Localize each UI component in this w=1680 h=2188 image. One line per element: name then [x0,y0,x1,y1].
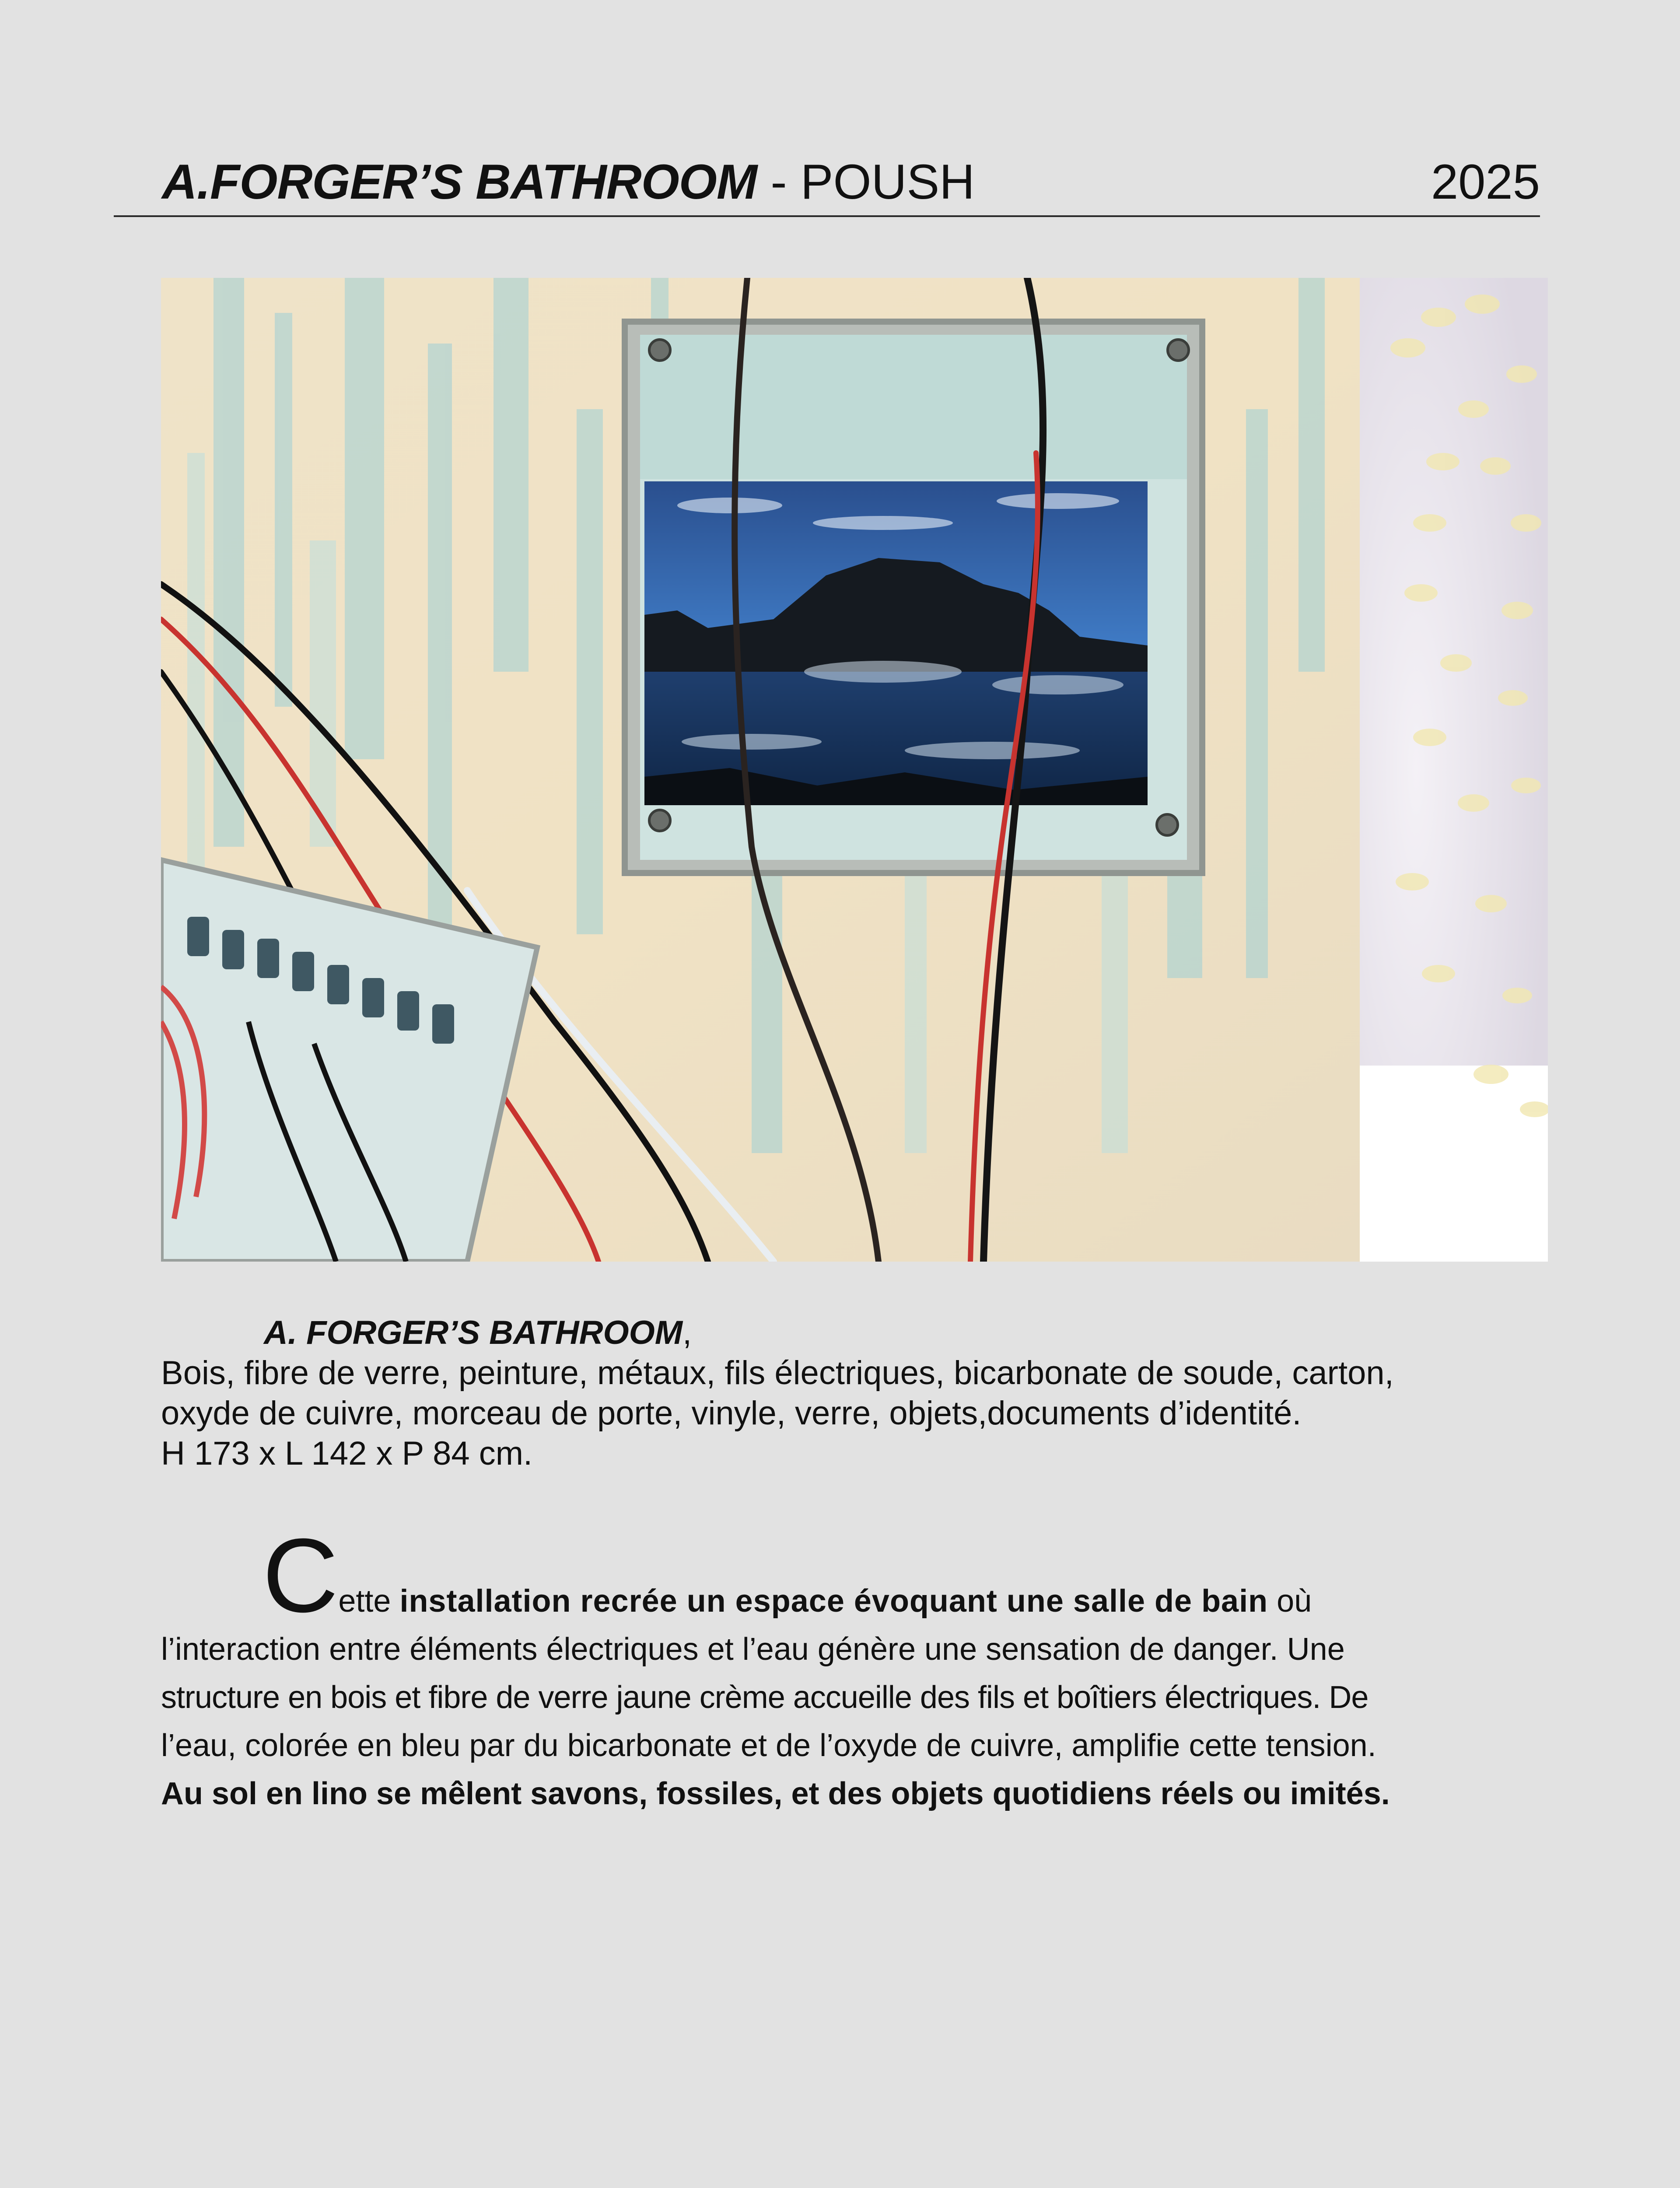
description-line-3: structure en bois et fibre de verre jaune crème accueille des fils et boîtiers électriques. De [161,1680,1368,1715]
page-title [162,154,975,209]
caption-materials-2: oxyde de cuivre, morceau de porte, vinyle, verre, objets,documents d’identité. [161,1395,1302,1432]
page-title-bold: A.FORGER’S BATHROOM [162,154,757,209]
description-line-1 [161,1517,1421,1634]
caption-title-suffix: , [682,1314,692,1351]
artwork-photo [161,278,1548,1262]
description-line-1a: ette [338,1584,400,1619]
description-line-5: Au sol en lino se mêlent savons, fossiles, et des objets quotidiens réels ou imités. [161,1776,1390,1811]
description-line-4: l’eau, colorée en bleu par du bicarbonate et de l’oxyde de cuivre, amplifie cette tension. [161,1728,1376,1763]
caption-title-line [161,1313,1474,1353]
description-line-1c: où [1268,1584,1312,1619]
caption-dimensions: H 173 x L 142 x P 84 cm. [161,1435,533,1472]
description-paragraph [161,1517,1421,1818]
caption-materials-1: Bois, fibre de verre, peinture, métaux, fils électriques, bicarbonate de soude, carton, [161,1354,1394,1392]
header-divider [114,215,1540,217]
artwork-caption [161,1313,1474,1474]
page-header [114,149,1540,219]
page-year: 2025 [1431,154,1540,209]
description-line-2: l’interaction entre éléments électriques et l’eau génère une sensation de danger. Une [161,1632,1345,1667]
description-line-1-bold: installation recrée un espace évoquant une salle de bain [399,1584,1268,1619]
caption-title: A. FORGER’S BATHROOM [264,1314,683,1351]
drop-cap: C [262,1517,339,1634]
page-title-venue: - POUSH [757,154,975,209]
